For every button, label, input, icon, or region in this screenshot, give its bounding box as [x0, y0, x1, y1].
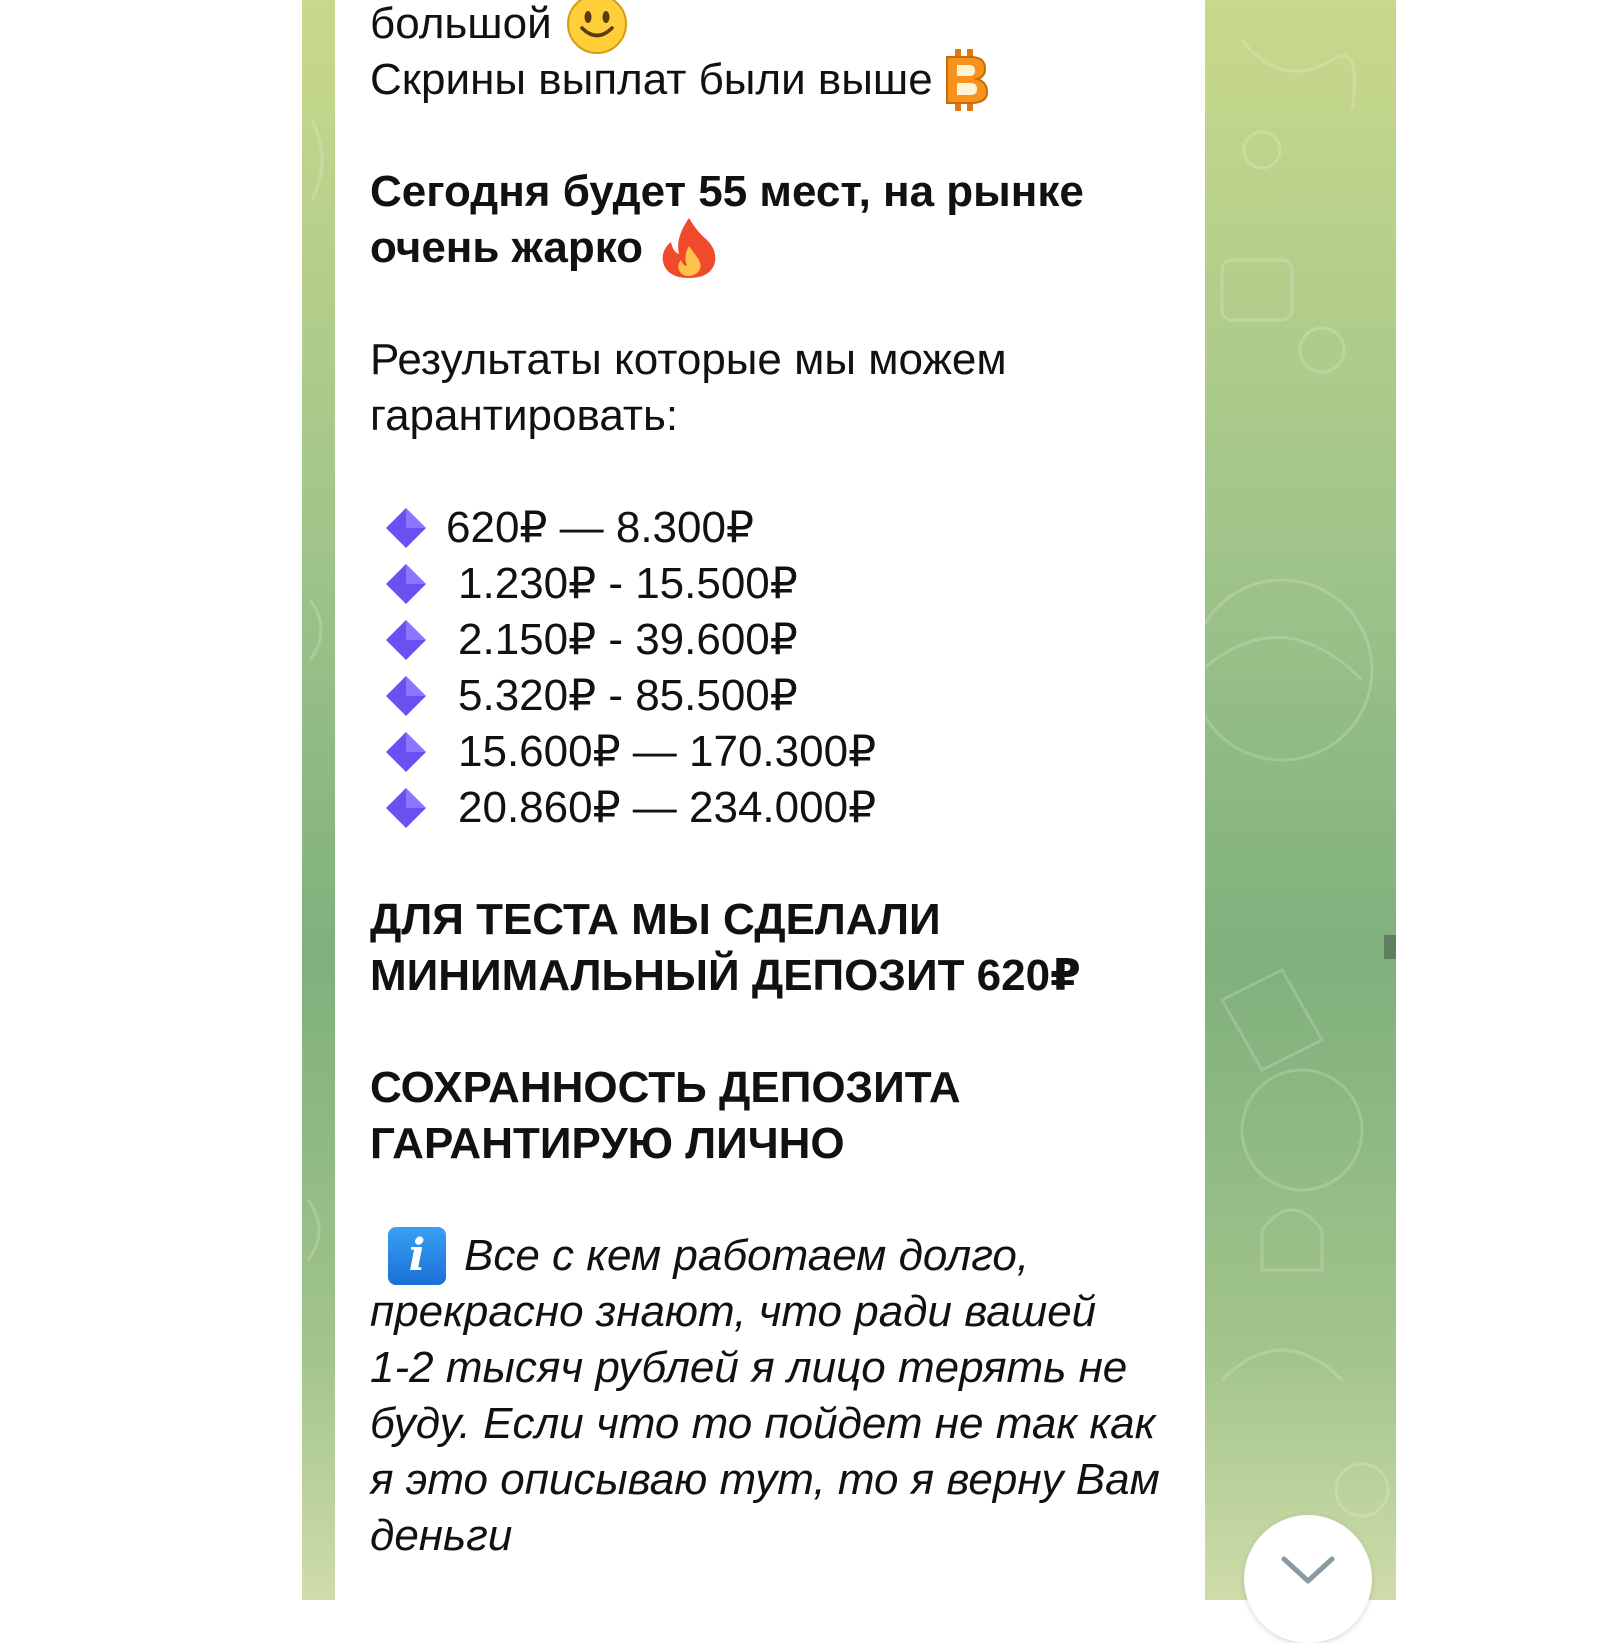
intro-line-2: [370, 52, 1190, 108]
range-item-4: [370, 668, 1190, 724]
note-text: Все с кем работаем долго,: [464, 1231, 1030, 1280]
test-text-2: МИНИМАЛЬНЫЙ ДЕПОЗИТ 620₽: [370, 951, 1081, 1000]
safety-text-1: СОХРАННОСТЬ ДЕПОЗИТА: [370, 1063, 961, 1112]
note-text: я это описываю тут, то я верну Вам: [370, 1455, 1160, 1504]
message-text: [370, 0, 1190, 1564]
scroll-down-button[interactable]: [1244, 1515, 1372, 1643]
purple-diamond-icon: [384, 786, 428, 830]
purple-diamond-icon: [384, 674, 428, 718]
purple-diamond-icon: [384, 730, 428, 774]
purple-diamond-icon: [384, 506, 428, 550]
note-text: 1-2 тысяч рублей я лицо терять не: [370, 1343, 1128, 1392]
hot-text-2: очень жарко: [370, 223, 644, 272]
results-text-1: Результаты которые мы можем: [370, 335, 1007, 384]
hot-text-1: Сегодня будет 55 мест, на рынке: [370, 167, 1084, 216]
note-line-1: [370, 1228, 1190, 1284]
hot-line-2: [370, 220, 1190, 276]
note-text: буду. Если что то пойдет не так как: [370, 1399, 1156, 1448]
safety-line-1: [370, 1060, 1190, 1116]
test-text-1: ДЛЯ ТЕСТА МЫ СДЕЛАЛИ: [370, 895, 941, 944]
results-text-2: гарантировать:: [370, 391, 679, 440]
note-line-3: [370, 1340, 1190, 1396]
fire-icon: [659, 216, 719, 280]
range-text: 20.860₽ — 234.000₽: [458, 783, 877, 832]
test-line-2: [370, 948, 1190, 1004]
range-item-5: [370, 724, 1190, 780]
note-line-5: [370, 1452, 1190, 1508]
intro-text-2: Скрины выплат были выше: [370, 55, 933, 104]
scroll-indicator: [1384, 935, 1396, 959]
note-line-4: [370, 1396, 1190, 1452]
range-text: 1.230₽ - 15.500₽: [458, 559, 798, 608]
smiling-face-icon: [566, 0, 628, 55]
range-text: 5.320₽ - 85.500₽: [458, 671, 798, 720]
note-text: прекрасно знают, что ради вашей: [370, 1287, 1097, 1336]
purple-diamond-icon: [384, 618, 428, 662]
note-line-2: [370, 1284, 1190, 1340]
range-text: 620₽ — 8.300₽: [446, 503, 754, 552]
chevron-down-icon: [1280, 1555, 1336, 1585]
note-line-6: [370, 1508, 1190, 1564]
intro-line-1: [370, 0, 1190, 52]
note-text: деньги: [370, 1511, 513, 1560]
hot-line-1: [370, 164, 1190, 220]
test-line-1: [370, 892, 1190, 948]
intro-text-1: большой: [370, 0, 552, 48]
purple-diamond-icon: [384, 562, 428, 606]
range-item-6: [370, 780, 1190, 836]
range-text: 15.600₽ — 170.300₽: [458, 727, 877, 776]
results-line-1: [370, 332, 1190, 388]
safety-line-2: [370, 1116, 1190, 1172]
safety-text-2: ГАРАНТИРУЮ ЛИЧНО: [370, 1119, 845, 1168]
results-line-2: [370, 388, 1190, 444]
range-item-3: [370, 612, 1190, 668]
bitcoin-icon: [941, 47, 991, 113]
range-item-1: [370, 500, 1190, 556]
range-item-2: [370, 556, 1190, 612]
info-icon: i: [388, 1227, 446, 1285]
range-text: 2.150₽ - 39.600₽: [458, 615, 798, 664]
